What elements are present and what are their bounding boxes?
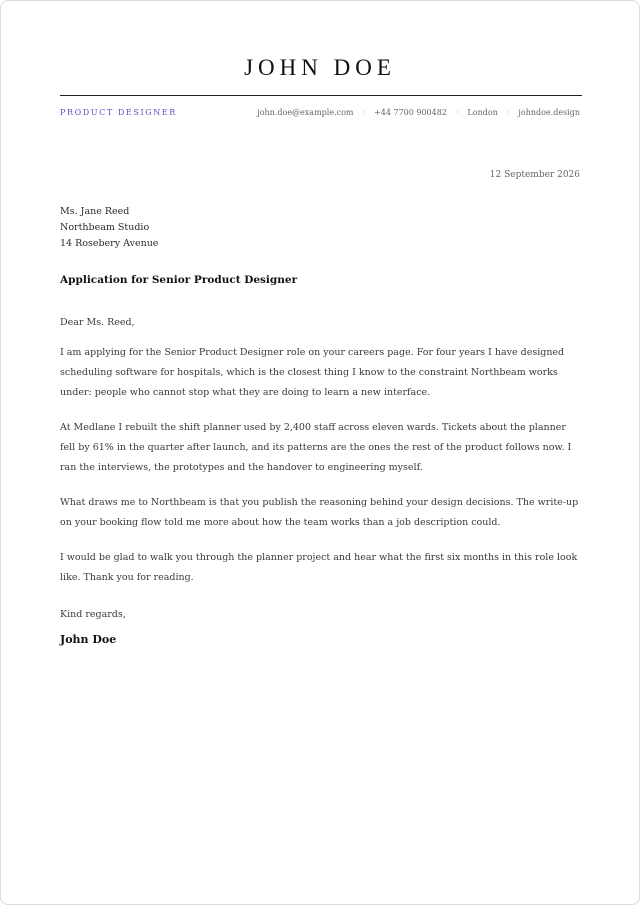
contact-location: London [467, 108, 498, 117]
contact-website: johndoe.design [518, 108, 580, 117]
letter-body [60, 313, 582, 603]
recipient-company: Northbeam Studio [60, 222, 150, 233]
contact-separator: · [506, 108, 510, 117]
recipient-name: Ms. Jane Reed [60, 206, 130, 217]
contact-line [257, 108, 580, 117]
letter-closing: Kind regards, [60, 609, 126, 620]
letter-greeting: Dear Ms. Reed, [60, 317, 135, 328]
letter-date: 12 September 2026 [489, 170, 580, 180]
contact-phone: +44 7700 900482 [374, 108, 447, 117]
recipient-address: 14 Rosebery Avenue [60, 238, 159, 249]
applicant-role: PRODUCT DESIGNER [60, 108, 177, 117]
letter-subject: Application for Senior Product Designer [60, 274, 298, 286]
body-paragraph: What draws me to Northbeam is that you publish the reasoning behind your design decisions. The write-up on your booking flow told me more about how the team works than a job description could. [60, 497, 579, 528]
body-paragraph: I am applying for the Senior Product Designer role on your careers page. For four years I have designed scheduling software for hospitals, which is the closest thing I know to the constraint Northbeam works under: people who cannot stop what they are doing to learn a new interface. [60, 347, 565, 398]
body-paragraph: I would be glad to walk you through the planner project and hear what the first six months in this role look like. Thank you for reading. [60, 552, 578, 583]
contact-email: john.doe@example.com [257, 108, 354, 117]
contact-separator: · [455, 108, 459, 117]
letter-signature: John Doe [60, 633, 117, 646]
applicant-name: JOHN DOE [244, 55, 396, 80]
header-divider [60, 95, 582, 96]
contact-separator: · [362, 108, 366, 117]
recipient-block [60, 204, 158, 252]
body-paragraph: At Medlane I rebuilt the shift planner used by 2,400 staff across eleven wards. Tickets about the planner fell by 61% in the quarter after launch, and its patterns are the ones the rest of the product follows now. I ran the interviews, the prototypes and the handover to engineering myself. [60, 422, 572, 473]
